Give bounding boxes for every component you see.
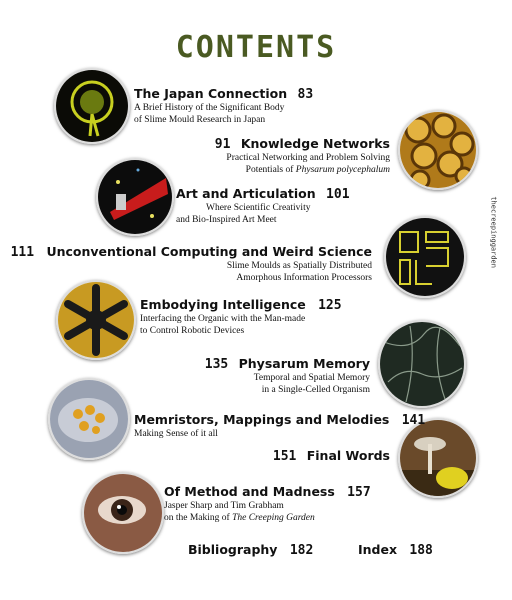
- entry-japan-connection[interactable]: [134, 86, 313, 126]
- entry-method-madness[interactable]: [164, 484, 371, 524]
- art-articulation-image: [96, 158, 174, 236]
- page-number: 101: [326, 187, 350, 202]
- page-number: 135: [204, 357, 229, 372]
- entry-index[interactable]: [358, 542, 433, 558]
- entry-title: Art and Articulation: [176, 186, 316, 201]
- page-number: 157: [347, 485, 371, 500]
- entry-title: Memristors, Mappings and Melodies: [134, 412, 390, 427]
- page-number: 182: [289, 543, 314, 558]
- unconventional-computing-image: [384, 216, 466, 298]
- entry-subtitle: A Brief History of the Significant Body: [134, 103, 285, 113]
- entry-subtitle: and Bio-Inspired Art Meet: [176, 215, 277, 225]
- entry-art-articulation[interactable]: [176, 186, 350, 226]
- knowledge-networks-image: [398, 110, 478, 190]
- entry-title: Physarum Memory: [238, 356, 370, 371]
- entry-subtitle: in a Single-Celled Organism: [261, 385, 370, 395]
- page-number: 91: [214, 137, 231, 152]
- entry-subtitle: Interfacing the Organic with the Man-made: [140, 314, 306, 324]
- entry-final-words[interactable]: [273, 448, 390, 464]
- entry-subtitle: Making Sense of it all: [134, 429, 218, 439]
- page-number: 83: [297, 87, 314, 102]
- method-madness-image: [82, 472, 164, 554]
- embodying-intelligence-image: [56, 280, 136, 360]
- entry-title: The Japan Connection: [134, 86, 288, 101]
- entry-subtitle: Practical Networking and Problem Solving: [226, 153, 390, 163]
- page-number: 125: [318, 298, 342, 313]
- memristors-image: [48, 378, 130, 460]
- entry-unconventional-computing[interactable]: [11, 244, 372, 284]
- entry-knowledge-networks[interactable]: [215, 136, 390, 176]
- entry-memristors[interactable]: [134, 412, 425, 440]
- entry-subtitle: of Slime Mould Research in Japan: [134, 115, 266, 125]
- physarum-memory-image: [378, 320, 466, 408]
- entry-subtitle: Amorphous Information Processors: [236, 273, 372, 283]
- entry-title: Final Words: [306, 448, 390, 463]
- entry-embodying-intelligence[interactable]: [140, 297, 342, 337]
- entry-subtitle: to Control Robotic Devices: [140, 326, 245, 336]
- entry-title: Embodying Intelligence: [140, 297, 306, 312]
- entry-title: Index: [358, 542, 398, 557]
- page-number: 111: [10, 245, 35, 260]
- entry-physarum-memory[interactable]: [205, 356, 370, 396]
- page-number: 151: [272, 449, 297, 464]
- entry-subtitle: Where Scientific Creativity: [206, 203, 311, 213]
- entry-title: Of Method and Madness: [164, 484, 335, 499]
- entry-subtitle: Potentials of Physarum polycephalum: [245, 165, 390, 175]
- entry-subtitle: Slime Moulds as Spatially Distributed: [226, 261, 372, 271]
- entry-bibliography[interactable]: [188, 542, 313, 558]
- page-title: CONTENTS: [175, 30, 337, 65]
- entry-subtitle: Jasper Sharp and Tim Grabham: [164, 501, 284, 511]
- entry-title: Knowledge Networks: [240, 136, 390, 151]
- entry-subtitle: on the Making of The Creeping Garden: [164, 513, 315, 523]
- page-number: 188: [409, 543, 433, 558]
- side-label: thecreepinggarden: [490, 196, 498, 268]
- entry-title: Unconventional Computing and Weird Science: [46, 244, 372, 259]
- page-number: 141: [401, 413, 426, 428]
- entry-title: Bibliography: [188, 542, 278, 557]
- japan-image: [54, 68, 130, 144]
- entry-subtitle: Temporal and Spatial Memory: [253, 373, 370, 383]
